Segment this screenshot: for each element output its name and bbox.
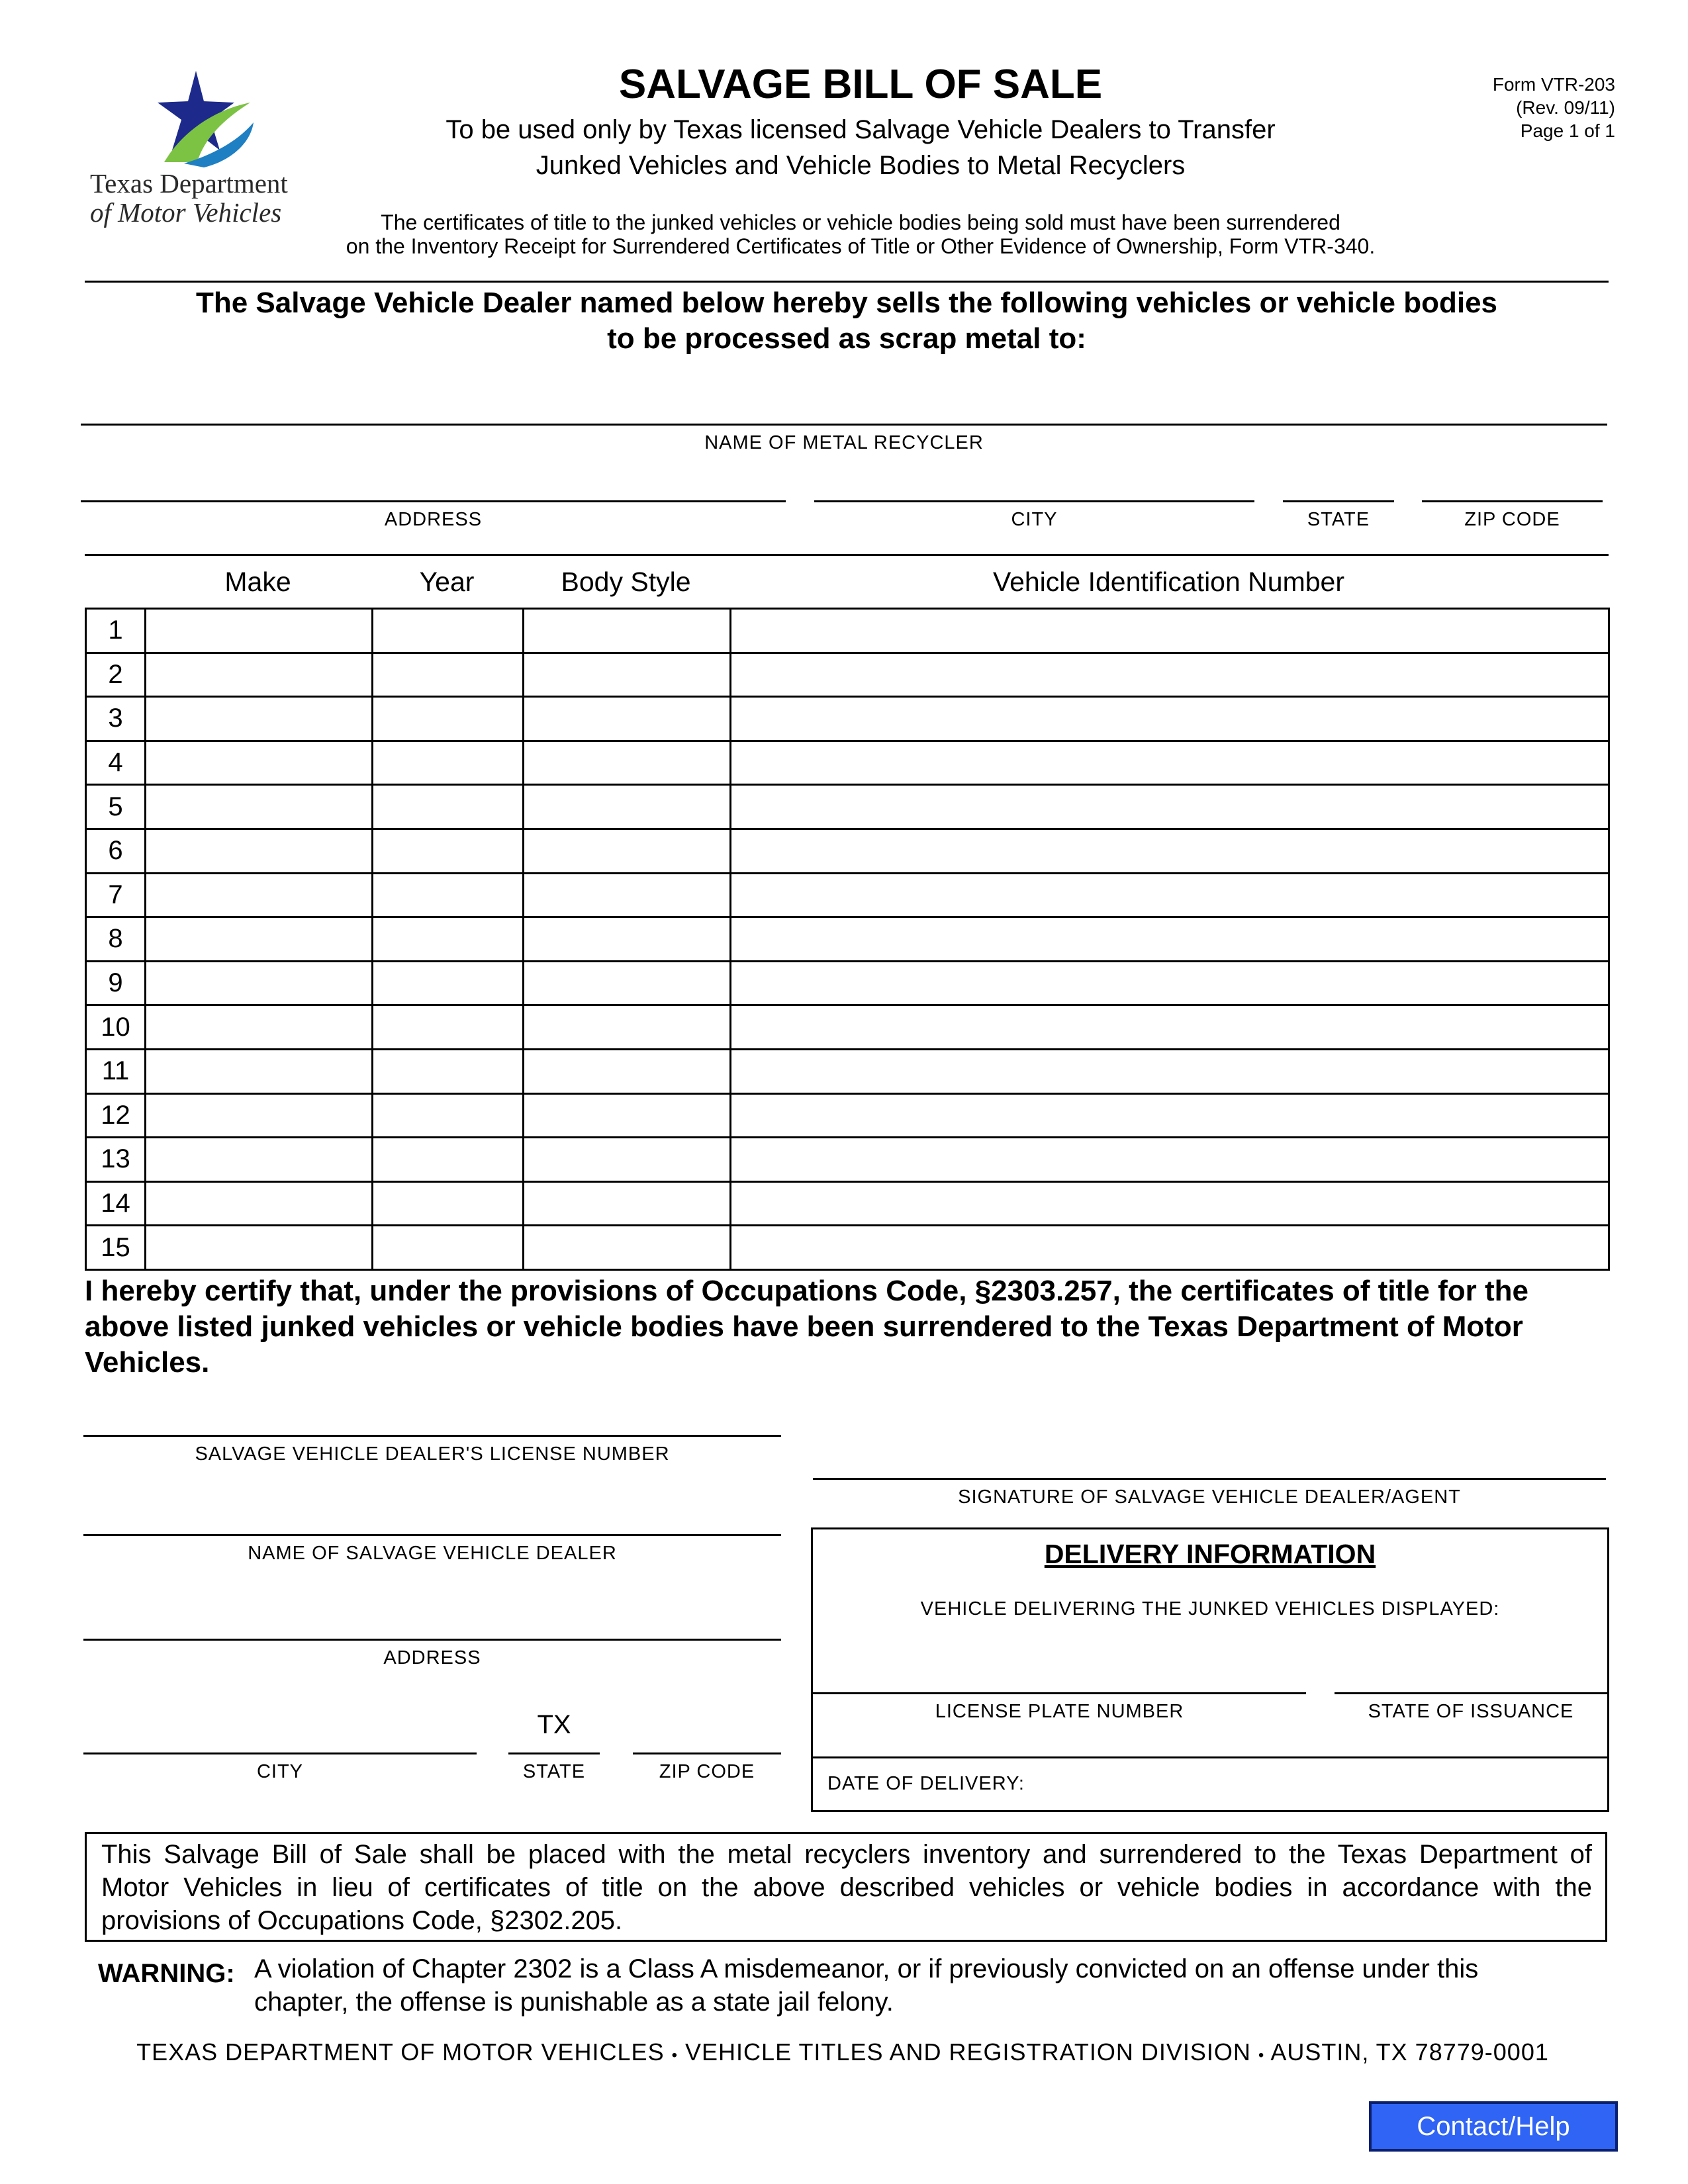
vin-cell[interactable] — [731, 917, 1609, 962]
body-style-cell[interactable] — [524, 785, 731, 829]
logo-line-1: Texas Department — [90, 168, 288, 199]
dealer-name-field[interactable] — [83, 1534, 781, 1565]
vin-cell[interactable] — [731, 829, 1609, 873]
body-style-cell[interactable] — [524, 1093, 731, 1138]
col-header-make: Make — [224, 567, 291, 597]
year-cell[interactable] — [373, 917, 524, 962]
table-row — [86, 785, 1609, 829]
contact-help-button[interactable]: Contact/Help — [1369, 2101, 1618, 2152]
license-plate-label: LICENSE PLATE NUMBER — [935, 1701, 1184, 1722]
row-number: 2 — [86, 653, 146, 697]
footer-bullet-2: • — [1258, 2046, 1265, 2064]
table-row — [86, 917, 1609, 962]
table-row — [86, 741, 1609, 785]
warning-text — [254, 1952, 1618, 2019]
make-cell[interactable] — [146, 609, 373, 653]
year-cell[interactable] — [373, 741, 524, 785]
body-style-cell[interactable] — [524, 1138, 731, 1182]
dealer-address-label: ADDRESS — [383, 1647, 481, 1668]
make-cell[interactable] — [146, 1049, 373, 1093]
year-cell[interactable] — [373, 829, 524, 873]
table-row — [86, 873, 1609, 917]
body-style-cell[interactable] — [524, 1181, 731, 1226]
make-cell[interactable] — [146, 917, 373, 962]
table-top-divider — [85, 554, 1609, 556]
warning-line-1: A violation of Chapter 2302 is a Class A misdemeanor, or if previously convicted on an offense under this — [254, 1954, 1479, 1983]
row-number: 13 — [86, 1138, 146, 1182]
dealer-state-field[interactable] — [508, 1752, 600, 1783]
delivery-information-box — [811, 1527, 1609, 1812]
body-style-cell[interactable] — [524, 653, 731, 697]
dealer-signature-label: SIGNATURE OF SALVAGE VEHICLE DEALER/AGENT — [958, 1486, 1461, 1508]
col-header-vin: Vehicle Identification Number — [992, 567, 1345, 597]
row-number: 15 — [86, 1226, 146, 1270]
warning-line-2: chapter, the offense is punishable as a state jail felony. — [254, 1987, 894, 2017]
footer-division: VEHICLE TITLES AND REGISTRATION DIVISION — [685, 2038, 1251, 2066]
form-meta — [1364, 73, 1615, 142]
recycler-name-field[interactable] — [81, 424, 1607, 454]
row-number: 1 — [86, 609, 146, 653]
delivery-date-label: DATE OF DELIVERY: — [827, 1773, 1025, 1794]
dealer-license-label: SALVAGE VEHICLE DEALER'S LICENSE NUMBER — [195, 1443, 670, 1465]
table-row — [86, 961, 1609, 1005]
body-style-cell[interactable] — [524, 961, 731, 1005]
make-cell[interactable] — [146, 697, 373, 741]
recycler-city-field[interactable] — [814, 500, 1254, 531]
row-number: 10 — [86, 1005, 146, 1050]
certification-line-3: Vehicles. — [85, 1346, 210, 1379]
dealer-state-label: STATE — [522, 1761, 586, 1782]
vin-cell[interactable] — [731, 873, 1609, 917]
make-cell[interactable] — [146, 1181, 373, 1226]
form-revision: (Rev. 09/11) — [1516, 97, 1615, 118]
year-cell[interactable] — [373, 653, 524, 697]
license-plate-field[interactable] — [813, 1692, 1306, 1723]
warning-label: WARNING: — [98, 1959, 235, 1988]
notice-box — [85, 1832, 1607, 1942]
form-subtitle-2: Junked Vehicles and Vehicle Bodies to Metal Recyclers — [536, 151, 1186, 180]
dealer-state-value: TX — [537, 1710, 571, 1739]
col-header-year: Year — [419, 567, 475, 597]
body-style-cell[interactable] — [524, 741, 731, 785]
dealer-city-field[interactable] — [83, 1752, 477, 1783]
year-cell[interactable] — [373, 697, 524, 741]
row-number: 6 — [86, 829, 146, 873]
notice-line-3: provisions of Occupations Code, §2302.205. — [101, 1906, 623, 1935]
table-row — [86, 1181, 1609, 1226]
year-cell[interactable] — [373, 1005, 524, 1050]
row-number: 8 — [86, 917, 146, 962]
dealer-address-field[interactable] — [83, 1639, 781, 1669]
make-cell[interactable] — [146, 1005, 373, 1050]
certification-line-2: above listed junked vehicles or vehicle bodies have been surrendered to the Texas Department of Motor — [85, 1310, 1523, 1343]
col-header-body-style: Body Style — [561, 567, 691, 597]
table-row — [86, 1138, 1609, 1182]
recycler-name-label: NAME OF METAL RECYCLER — [704, 432, 984, 453]
vin-cell[interactable] — [731, 609, 1609, 653]
vehicle-table — [85, 608, 1610, 1271]
table-row — [86, 609, 1609, 653]
delivery-title: DELIVERY INFORMATION — [1044, 1539, 1376, 1569]
body-style-cell[interactable] — [524, 873, 731, 917]
delivery-vehicle-label: VEHICLE DELIVERING THE JUNKED VEHICLES DISPLAYED: — [920, 1598, 1500, 1619]
row-number: 7 — [86, 873, 146, 917]
state-of-issuance-field[interactable] — [1335, 1692, 1607, 1723]
delivery-date-field[interactable] — [827, 1773, 1025, 1795]
table-row — [86, 653, 1609, 697]
delivery-date-divider — [813, 1756, 1607, 1758]
vin-cell[interactable] — [731, 1138, 1609, 1182]
vin-cell[interactable] — [731, 697, 1609, 741]
make-cell[interactable] — [146, 873, 373, 917]
vin-cell[interactable] — [731, 741, 1609, 785]
body-style-cell[interactable] — [524, 1005, 731, 1050]
notice-line-2: Motor Vehicles in lieu of certificates of title on the above described vehicles or vehicle bodies in accordance with the — [101, 1873, 1592, 1902]
footer-address: AUSTIN, TX 78779-0001 — [1270, 2038, 1549, 2066]
vin-cell[interactable] — [731, 653, 1609, 697]
body-style-cell[interactable] — [524, 1226, 731, 1270]
year-cell[interactable] — [373, 1226, 524, 1270]
recycler-zip-field[interactable] — [1422, 500, 1603, 531]
dealer-zip-field[interactable] — [633, 1752, 781, 1783]
intro-line-2: to be processed as scrap metal to: — [607, 322, 1086, 355]
body-style-cell[interactable] — [524, 829, 731, 873]
recycler-address-label: ADDRESS — [384, 509, 483, 530]
vin-cell[interactable] — [731, 961, 1609, 1005]
tx-dmv-logo — [85, 63, 316, 235]
form-page: Page 1 of 1 — [1520, 120, 1615, 141]
intro-line-1: The Salvage Vehicle Dealer named below hereby sells the following vehicles or vehicle bodies — [195, 287, 1498, 319]
recycler-city-label: CITY — [1011, 509, 1058, 530]
year-cell[interactable] — [373, 1181, 524, 1226]
dealer-name-label: NAME OF SALVAGE VEHICLE DEALER — [248, 1543, 617, 1564]
year-cell[interactable] — [373, 1049, 524, 1093]
body-style-cell[interactable] — [524, 609, 731, 653]
body-style-cell[interactable] — [524, 697, 731, 741]
row-number: 4 — [86, 741, 146, 785]
make-cell[interactable] — [146, 741, 373, 785]
dealer-signature-field[interactable] — [813, 1478, 1606, 1508]
vin-cell[interactable] — [731, 1093, 1609, 1138]
year-cell[interactable] — [373, 1093, 524, 1138]
dealer-city-label: CITY — [256, 1761, 304, 1782]
recycler-state-label: STATE — [1307, 509, 1370, 530]
year-cell[interactable] — [373, 873, 524, 917]
tx-dmv-star-icon — [85, 63, 316, 169]
row-number: 3 — [86, 697, 146, 741]
make-cell[interactable] — [146, 653, 373, 697]
state-of-issuance-label: STATE OF ISSUANCE — [1368, 1701, 1574, 1722]
footer — [85, 2038, 1601, 2066]
logo-line-2: of Motor Vehicles — [90, 197, 282, 228]
make-cell[interactable] — [146, 1093, 373, 1138]
vin-cell[interactable] — [731, 1181, 1609, 1226]
year-cell[interactable] — [373, 1138, 524, 1182]
recycler-name-line — [81, 424, 1607, 426]
table-row — [86, 1005, 1609, 1050]
form-number: Form VTR-203 — [1492, 74, 1615, 95]
footer-agency: TEXAS DEPARTMENT OF MOTOR VEHICLES — [136, 2038, 665, 2066]
row-number: 14 — [86, 1181, 146, 1226]
dealer-license-field[interactable] — [83, 1435, 781, 1465]
vin-cell[interactable] — [731, 1049, 1609, 1093]
form-note-2: on the Inventory Receipt for Surrendered Certificates of Title or Other Evidence of Ownership, Form VTR-340. — [346, 234, 1376, 258]
row-number: 5 — [86, 785, 146, 829]
year-cell[interactable] — [373, 609, 524, 653]
form-title: SALVAGE BILL OF SALE — [618, 62, 1103, 107]
body-style-cell[interactable] — [524, 917, 731, 962]
vin-cell[interactable] — [731, 1226, 1609, 1270]
table-row — [86, 1226, 1609, 1270]
form-subtitle-1: To be used only by Texas licensed Salvage Vehicle Dealers to Transfer — [445, 115, 1276, 144]
year-cell[interactable] — [373, 785, 524, 829]
recycler-state-field[interactable] — [1283, 500, 1394, 531]
make-cell[interactable] — [146, 961, 373, 1005]
row-number: 11 — [86, 1049, 146, 1093]
table-row — [86, 1049, 1609, 1093]
table-row — [86, 1093, 1609, 1138]
vin-cell[interactable] — [731, 785, 1609, 829]
body-style-cell[interactable] — [524, 1049, 731, 1093]
header-divider — [85, 281, 1609, 283]
certification-text — [85, 1273, 1614, 1381]
row-number: 12 — [86, 1093, 146, 1138]
recycler-address-field[interactable] — [81, 500, 786, 531]
notice-line-1: This Salvage Bill of Sale shall be placed with the metal recyclers inventory and surrendered to the Texas Department of — [101, 1840, 1592, 1869]
table-row — [86, 697, 1609, 741]
footer-bullet-1: • — [671, 2046, 679, 2064]
table-row — [86, 829, 1609, 873]
year-cell[interactable] — [373, 961, 524, 1005]
certification-line-1: I hereby certify that, under the provisions of Occupations Code, §2303.257, the certificates of title for the — [85, 1275, 1528, 1307]
make-cell[interactable] — [146, 1226, 373, 1270]
make-cell[interactable] — [146, 785, 373, 829]
vin-cell[interactable] — [731, 1005, 1609, 1050]
form-note-1: The certificates of title to the junked vehicles or vehicle bodies being sold must have been surrendered — [381, 210, 1340, 234]
dealer-zip-label: ZIP CODE — [659, 1761, 755, 1782]
row-number: 9 — [86, 961, 146, 1005]
recycler-zip-label: ZIP CODE — [1464, 509, 1560, 530]
make-cell[interactable] — [146, 829, 373, 873]
make-cell[interactable] — [146, 1138, 373, 1182]
